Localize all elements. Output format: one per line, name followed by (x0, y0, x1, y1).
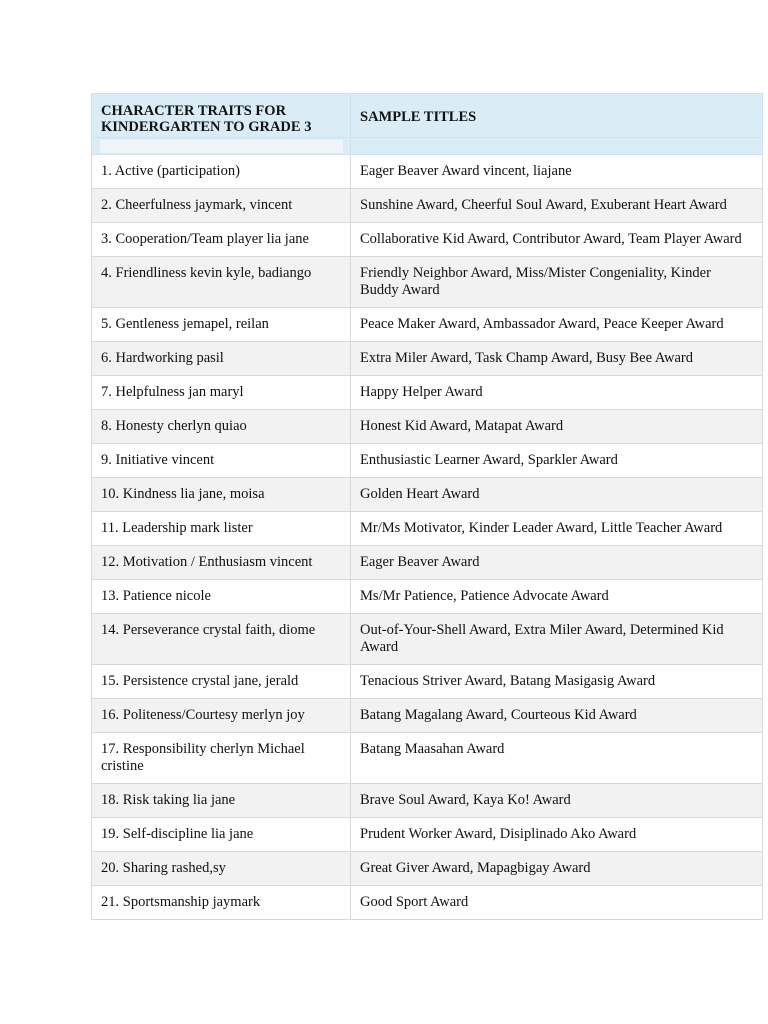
table-row (92, 733, 763, 784)
trait-cell: 8. Honesty cherlyn quiao (92, 410, 351, 444)
trait-cell: 11. Leadership mark lister (92, 512, 351, 546)
table-row (92, 376, 763, 410)
table-row (92, 784, 763, 818)
sample-titles-cell: Friendly Neighbor Award, Miss/Mister Congeniality, Kinder Buddy Award (351, 257, 763, 308)
table-row (92, 665, 763, 699)
header-sample-titles: SAMPLE TITLES (351, 94, 763, 138)
table-row (92, 444, 763, 478)
sample-titles-cell: Peace Maker Award, Ambassador Award, Peace Keeper Award (351, 308, 763, 342)
sample-titles-cell: Happy Helper Award (351, 376, 763, 410)
table-row (92, 342, 763, 376)
trait-cell: 4. Friendliness kevin kyle, badiango (92, 257, 351, 308)
table-row (92, 223, 763, 257)
trait-cell: 1. Active (participation) (92, 155, 351, 189)
table-row (92, 614, 763, 665)
header-spacer-cell (92, 138, 351, 155)
header-spacer-fill (100, 140, 343, 153)
sample-titles-cell: Sunshine Award, Cheerful Soul Award, Exuberant Heart Award (351, 189, 763, 223)
trait-cell: 5. Gentleness jemapel, reilan (92, 308, 351, 342)
table-header (92, 94, 763, 155)
header-spacer-row (92, 138, 763, 155)
table-body (92, 155, 763, 920)
sample-titles-cell: Eager Beaver Award vincent, liajane (351, 155, 763, 189)
header-spacer-cell (351, 138, 763, 155)
sample-titles-cell: Enthusiastic Learner Award, Sparkler Award (351, 444, 763, 478)
sample-titles-cell: Ms/Mr Patience, Patience Advocate Award (351, 580, 763, 614)
trait-cell: 13. Patience nicole (92, 580, 351, 614)
trait-cell: 21. Sportsmanship jaymark (92, 886, 351, 920)
sample-titles-cell: Great Giver Award, Mapagbigay Award (351, 852, 763, 886)
trait-cell: 15. Persistence crystal jane, jerald (92, 665, 351, 699)
sample-titles-cell: Batang Maasahan Award (351, 733, 763, 784)
table-row (92, 818, 763, 852)
table-row (92, 308, 763, 342)
sample-titles-cell: Honest Kid Award, Matapat Award (351, 410, 763, 444)
trait-cell: 6. Hardworking pasil (92, 342, 351, 376)
trait-cell: 18. Risk taking lia jane (92, 784, 351, 818)
trait-cell: 17. Responsibility cherlyn Michael cristine (92, 733, 351, 784)
trait-cell: 9. Initiative vincent (92, 444, 351, 478)
sample-titles-cell: Brave Soul Award, Kaya Ko! Award (351, 784, 763, 818)
table-row (92, 512, 763, 546)
header-row (92, 94, 763, 138)
sample-titles-cell: Tenacious Striver Award, Batang Masigasig Award (351, 665, 763, 699)
trait-cell: 7. Helpfulness jan maryl (92, 376, 351, 410)
sample-titles-cell: Extra Miler Award, Task Champ Award, Busy Bee Award (351, 342, 763, 376)
table-row (92, 478, 763, 512)
character-traits-table (91, 93, 763, 920)
header-character-traits: CHARACTER TRAITS FOR KINDERGARTEN TO GRADE 3 (92, 94, 351, 138)
table-row (92, 155, 763, 189)
sample-titles-cell: Prudent Worker Award, Disiplinado Ako Award (351, 818, 763, 852)
trait-cell: 2. Cheerfulness jaymark, vincent (92, 189, 351, 223)
trait-cell: 12. Motivation / Enthusiasm vincent (92, 546, 351, 580)
sample-titles-cell: Good Sport Award (351, 886, 763, 920)
trait-cell: 10. Kindness lia jane, moisa (92, 478, 351, 512)
table-row (92, 886, 763, 920)
table-row (92, 699, 763, 733)
table-row (92, 410, 763, 444)
sample-titles-cell: Eager Beaver Award (351, 546, 763, 580)
trait-cell: 19. Self-discipline lia jane (92, 818, 351, 852)
sample-titles-cell: Batang Magalang Award, Courteous Kid Award (351, 699, 763, 733)
sample-titles-cell: Golden Heart Award (351, 478, 763, 512)
trait-cell: 3. Cooperation/Team player lia jane (92, 223, 351, 257)
table-row (92, 189, 763, 223)
table-row (92, 852, 763, 886)
trait-cell: 14. Perseverance crystal faith, diome (92, 614, 351, 665)
sample-titles-cell: Collaborative Kid Award, Contributor Award, Team Player Award (351, 223, 763, 257)
trait-cell: 16. Politeness/Courtesy merlyn joy (92, 699, 351, 733)
table-row (92, 580, 763, 614)
table-row (92, 257, 763, 308)
sample-titles-cell: Out-of-Your-Shell Award, Extra Miler Award, Determined Kid Award (351, 614, 763, 665)
trait-cell: 20. Sharing rashed,sy (92, 852, 351, 886)
table-row (92, 546, 763, 580)
sample-titles-cell: Mr/Ms Motivator, Kinder Leader Award, Little Teacher Award (351, 512, 763, 546)
